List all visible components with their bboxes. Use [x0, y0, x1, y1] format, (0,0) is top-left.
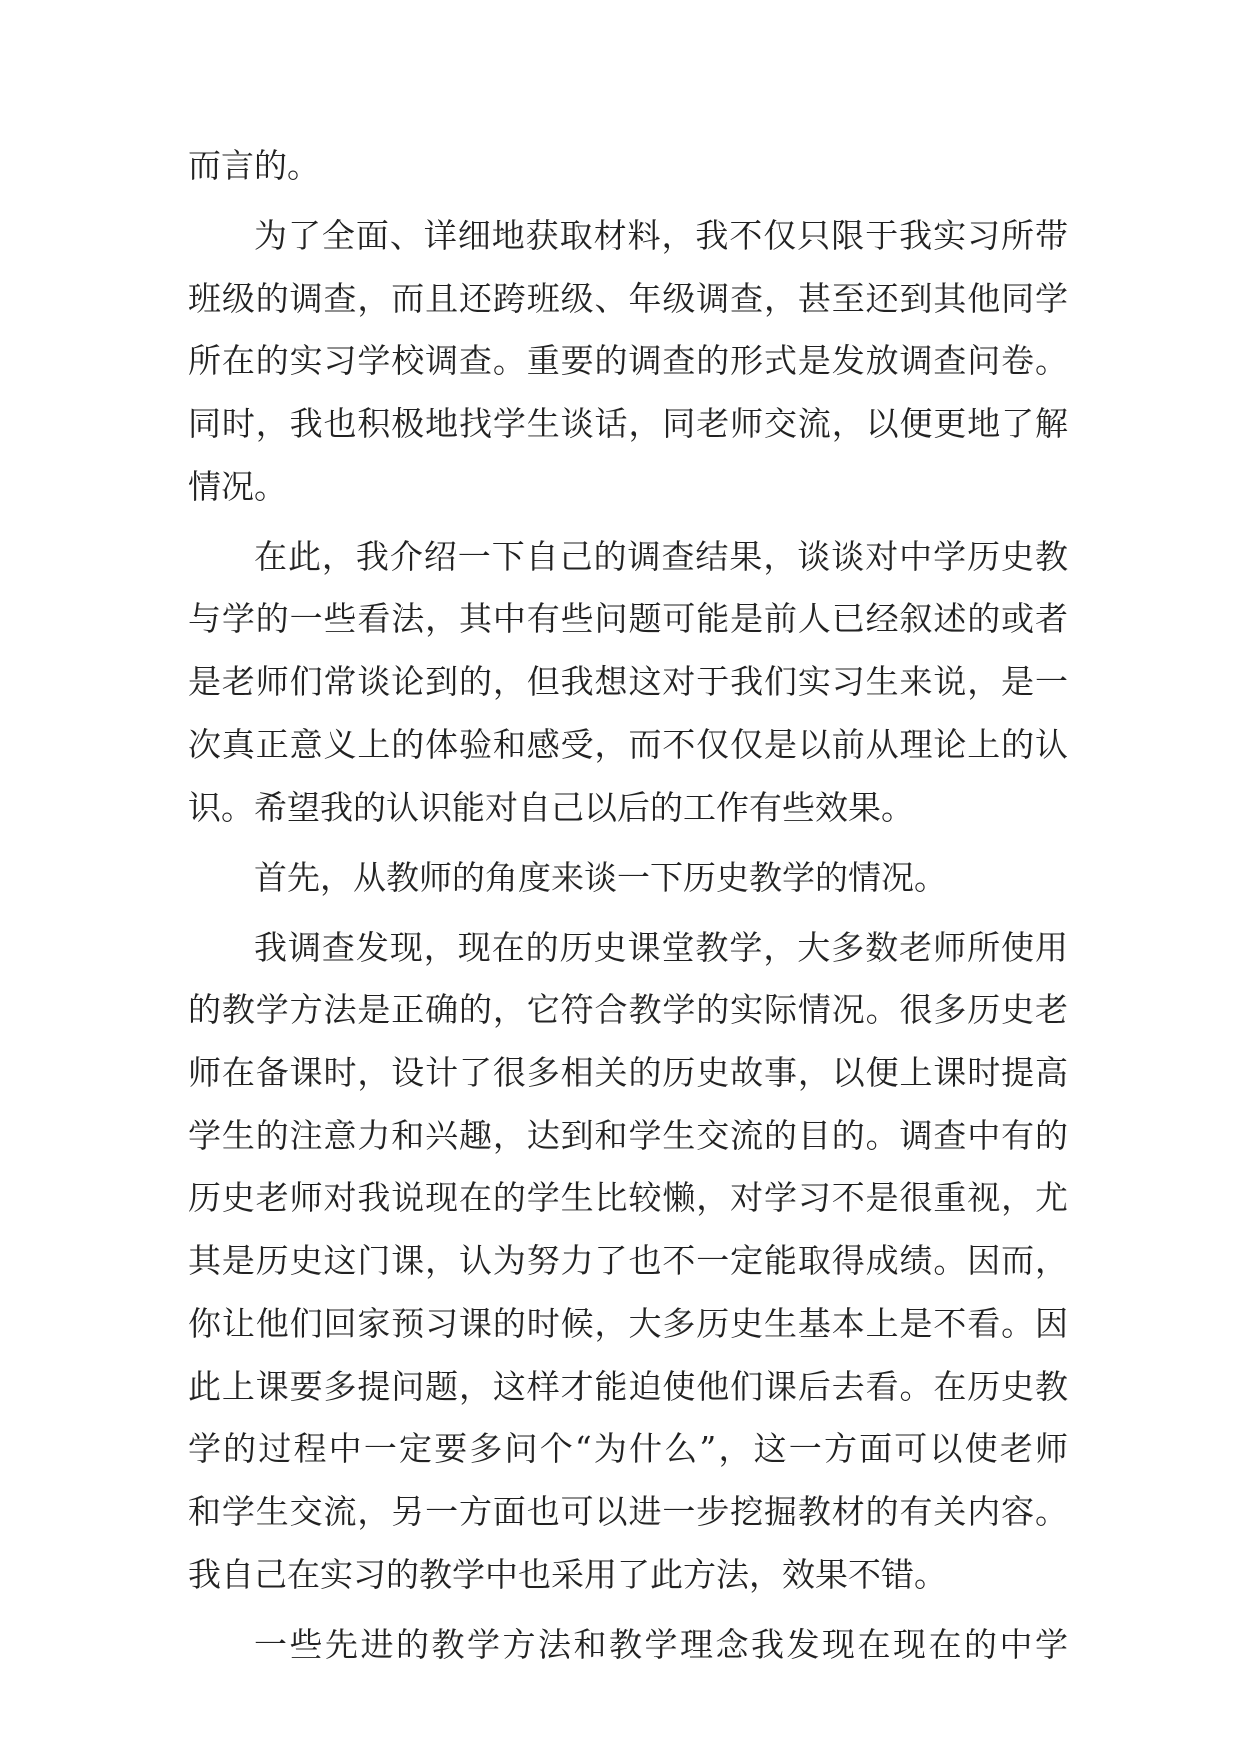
text-line: 而言的。 — [188, 146, 320, 185]
text-line: 师在备课时，设计了很多相关的历史故事，以便上课时提高 — [188, 1053, 1068, 1092]
text-line: 是老师们常谈论到的，但我想这对于我们实习生来说，是一 — [188, 662, 1068, 701]
text-line: 我自己在实习的教学中也采用了此方法，效果不错。 — [188, 1555, 947, 1594]
paragraph-first-line: 我调查发现，现在的历史课堂教学，大多数老师所使用 — [254, 928, 1068, 967]
text-line: 班级的调查，而且还跨班级、年级调查，甚至还到其他同学 — [188, 279, 1068, 318]
text-line: 和学生交流，另一方面也可以进一步挖掘教材的有关内容。 — [188, 1492, 1068, 1531]
paragraph-first-line: 为了全面、详细地获取材料，我不仅只限于我实习所带 — [254, 216, 1068, 255]
text-line: 识。希望我的认识能对自己以后的工作有些效果。 — [188, 788, 914, 827]
text-line: 历史老师对我说现在的学生比较懒，对学习不是很重视，尤 — [188, 1178, 1068, 1217]
text-line: 所在的实习学校调查。重要的调查的形式是发放调查问卷。 — [188, 341, 1068, 380]
text-line: 此上课要多提问题，这样才能迫使他们课后去看。在历史教 — [188, 1367, 1068, 1406]
text-line: 学生的注意力和兴趣，达到和学生交流的目的。调查中有的 — [188, 1116, 1068, 1155]
paragraph-first-line: 首先，从教师的角度来谈一下历史教学的情况。 — [254, 858, 947, 897]
text-line: 学的过程中一定要多问个“为什么”，这一方面可以使老师 — [188, 1429, 1068, 1468]
text-line: 其是历史这门课，认为努力了也不一定能取得成绩。因而， — [188, 1241, 1068, 1280]
text-line: 次真正意义上的体验和感受，而不仅仅是以前从理论上的认 — [188, 725, 1068, 764]
text-line: 情况。 — [188, 467, 287, 506]
text-line: 的教学方法是正确的，它符合教学的实际情况。很多历史老 — [188, 990, 1068, 1029]
paragraph-first-line: 在此，我介绍一下自己的调查结果，谈谈对中学历史教 — [254, 537, 1068, 576]
paragraph-first-line: 一些先进的教学方法和教学理念我发现在现在的中学 — [254, 1625, 1068, 1664]
text-line: 与学的一些看法，其中有些问题可能是前人已经叙述的或者 — [188, 599, 1068, 638]
text-line: 你让他们回家预习课的时候，大多历史生基本上是不看。因 — [188, 1304, 1068, 1343]
text-line: 同时，我也积极地找学生谈话，同老师交流，以便更地了解 — [188, 404, 1068, 443]
